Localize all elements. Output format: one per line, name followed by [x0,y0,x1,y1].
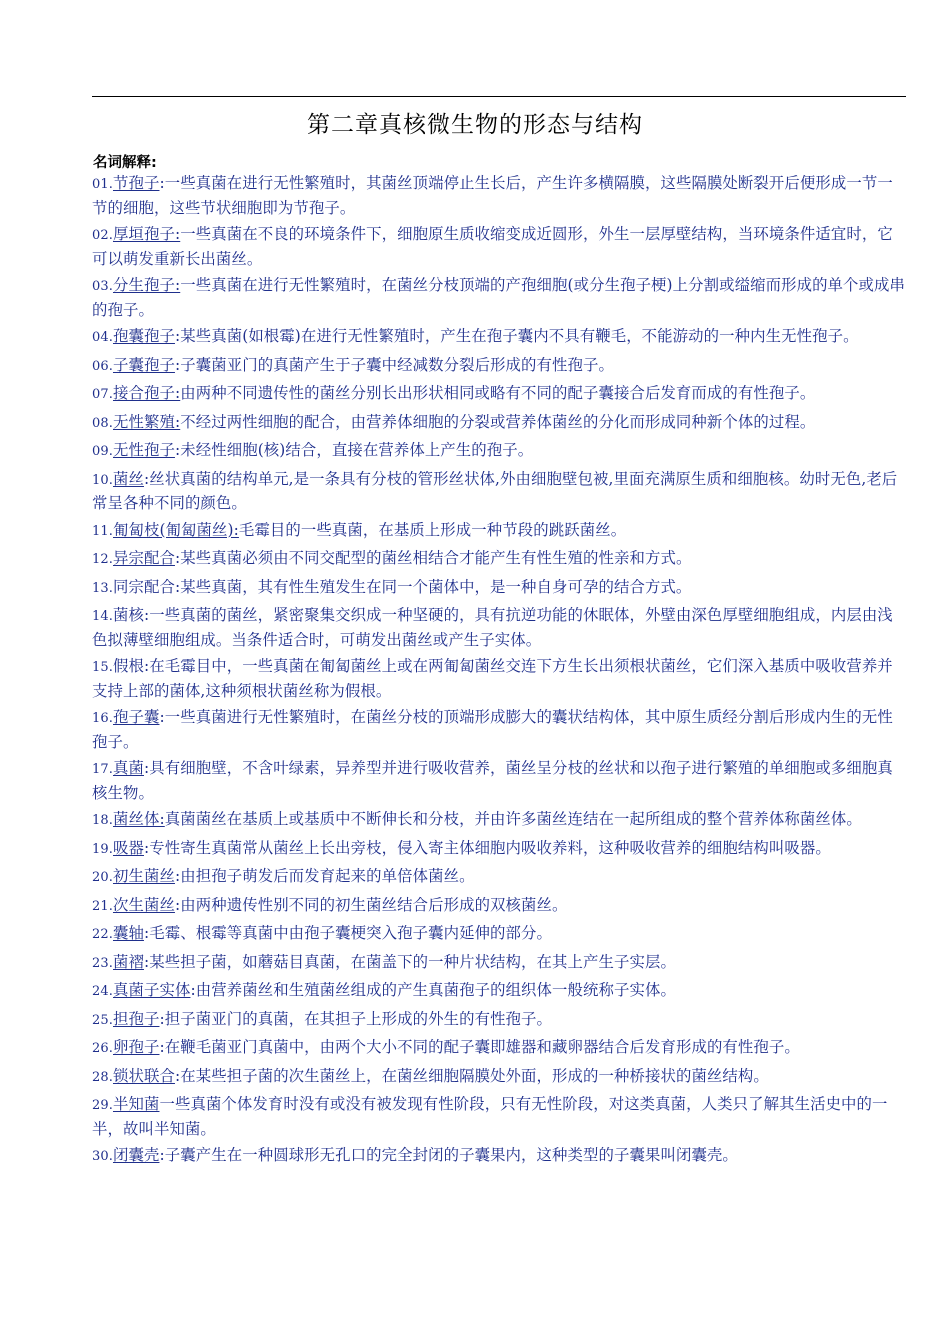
entry-term: 孢囊孢子 [112,327,175,345]
section-label: 名词解释: [93,155,157,171]
entry-number: 21. [92,898,113,914]
entry-term: 锁状联合 [112,1066,175,1085]
entry-definition: 假根:在毛霉目中，一些真菌在匍匐菌丝上或在两匍匐菌丝交连下方生长出须根状菌丝，它们深入基质中吸收营养并支持上部的菌体,这种须根状菌丝称为假根。 [92,657,893,700]
entry-term: 无性孢子 [112,441,175,459]
entry-definition: 真菌菌丝在基质上或基质中不断伸长和分枝，并由许多菌丝连结在一起所组成的整个营养体称菌丝体。 [164,810,862,828]
glossary-entry [92,519,908,544]
glossary-entry [92,604,908,651]
entry-separator: : [159,1009,165,1028]
entry-number: 18. [92,813,113,828]
entry-separator: : [174,1066,181,1085]
entry-definition: 某些真菌必须由不同交配型的菌丝相结合才能产生有性生殖的性亲和方式。 [180,549,692,567]
entry-definition: 菌核:一些真菌的菌丝，紧密聚集交织成一种坚硬的，具有抗逆功能的休眠体，外壁由深色厚壁细胞组成，内层由浅色拟薄壁细胞组成。当条件适合时，可萌发出菌丝或产生子实体。 [92,606,893,649]
entry-number: 25. [92,1012,113,1028]
entry-definition: 专性寄生真菌常从菌丝上长出旁枝，侵入寄主体细胞内吸收养料，这种吸收营养的细胞结构叫吸器。 [149,838,831,857]
glossary-entry [92,547,908,572]
glossary-entry [92,382,908,407]
entry-separator: : [174,895,181,914]
entry-number: 13. [92,580,113,596]
entry-number: 01. [92,177,113,192]
glossary-entry [92,172,908,219]
entry-term: 菌褶 [112,952,144,971]
entry-term: 半知菌 [112,1095,160,1113]
entry-term: 异宗配合 [112,549,175,567]
entry-number: 20. [92,870,113,885]
entry-definition: 在鞭毛菌亚门真菌中，由两个大小不同的配子囊即雄器和藏卵器结合后发育形成的有性孢子。 [164,1038,800,1056]
entry-separator: : [159,708,165,726]
glossary-entry [92,951,908,976]
entry-number: 03. [92,279,113,294]
entry-term: 孢子囊 [112,708,160,726]
entry-definition: 由两种遗传性别不同的初生菌丝结合后形成的双核菌丝。 [180,895,568,914]
glossary-entry [92,979,908,1004]
entry-definition: 不经过两性细胞的配合，由营养体细胞的分裂或营养体菌丝的分化而形成同种新个体的过程。 [180,412,816,431]
entry-definition: 同宗配合:某些真菌，其有性生殖发生在同一个菌体中，是一种自身可孕的结合方式。 [112,577,692,596]
entry-term: 囊轴 [112,924,144,942]
entry-number: 23. [92,955,113,971]
glossary-entry [92,576,908,601]
entry-definition: 某些真菌(如根霉)在进行无性繁殖时，产生在孢子囊内不具有鞭毛，不能游动的一种内生无性孢子。 [180,327,859,345]
entry-term: 无性繁殖: [112,412,181,431]
entry-number: 22. [92,927,113,942]
entry-definition: 丝状真菌的结构单元,是一条具有分枝的管形丝状体,外由细胞壁包被,里面充满原生质和细胞核。幼时无色,老后常呈各种不同的颜色。 [92,469,898,512]
entry-number: 29. [92,1098,113,1113]
entry-number: 06. [92,358,113,374]
entry-definition: 一些真菌进行无性繁殖时，在菌丝分枝的顶端形成膨大的囊状结构体，其中原生质经分割后形成内生的无性孢子。 [92,708,893,751]
glossary-entry [92,1144,908,1169]
entry-term: 担孢子 [112,1009,160,1028]
entry-number: 07. [92,387,113,402]
entry-definition: 由两种不同遗传性的菌丝分别长出形状相同或略有不同的配子囊接合后发育而成的有性孢子。 [180,384,816,402]
entry-separator: : [159,1038,165,1056]
entry-separator: : [143,469,150,488]
entry-number: 08. [92,415,113,431]
entry-definition: 一些真菌在进行无性繁殖时，在菌丝分枝顶端的产孢细胞(或分生孢子梗)上分割或缢缩而形成的单个或成串的孢子。 [92,276,906,319]
entry-number: 28. [92,1069,113,1085]
glossary-entry [92,1008,908,1033]
glossary-entry [92,894,908,919]
entry-definition: 某些担子菌，如蘑菇目真菌，在菌盖下的一种片状结构，在其上产生子实层。 [149,952,676,971]
entry-number: 04. [92,330,113,345]
entry-separator: : [174,867,181,885]
glossary-entry [92,223,908,270]
glossary-entry [92,706,908,753]
glossary-entry [92,1065,908,1090]
glossary-entry [92,468,908,515]
entry-separator: : [174,549,181,567]
entry-term: 菌丝体: [112,810,165,828]
entry-term: 真菌子实体 [112,981,191,999]
entry-number: 02. [92,228,113,243]
entry-term: 吸器 [112,838,144,857]
entry-separator: : [174,441,181,459]
entry-number: 30. [92,1149,113,1164]
entry-number: 17. [92,762,113,777]
glossary-entry [92,274,908,321]
entry-definition: 子囊产生在一种圆球形无孔口的完全封闭的子囊果内，这种类型的子囊果叫闭囊壳。 [164,1146,738,1164]
entry-number: 19. [92,841,113,857]
entry-separator: : [143,952,150,971]
glossary-entry [92,1093,908,1140]
entry-term: 节孢子 [112,174,160,192]
glossary-entry [92,655,908,702]
entry-number: 24. [92,984,113,999]
page-title: 第二章真核微生物的形态与结构 [307,112,643,138]
entry-number: 12. [92,552,113,567]
entry-term: 次生菌丝 [112,895,175,914]
entry-definition: 在某些担子菌的次生菌丝上，在菌丝细胞隔膜处外面，形成的一种桥接状的菌丝结构。 [180,1066,769,1085]
entry-definition: 具有细胞壁，不含叶绿素，异养型并进行吸收营养，菌丝呈分枝的丝状和以孢子进行繁殖的单细胞或多细胞真核生物。 [92,759,893,802]
glossary-entry [92,354,908,379]
entry-separator: : [143,924,150,942]
entry-definition: 一些真菌在不良的环境条件下，细胞原生质收缩变成近圆形，外生一层厚壁结构，当环境条件适宜时，它可以萌发重新长出菌丝。 [92,225,893,268]
entry-number: 09. [92,444,113,459]
glossary-entry [92,439,908,464]
entry-number: 26. [92,1041,113,1056]
entry-term: 初生菌丝 [112,867,175,885]
entry-definition: 一些真菌在进行无性繁殖时，其菌丝顶端停止生长后，产生许多横隔膜，这些隔膜处断裂开后便形成一节一节的细胞，这些节状细胞即为节孢子。 [92,174,893,217]
glossary-entry [92,808,908,833]
header-rule [92,96,906,97]
entry-separator: : [174,327,181,345]
glossary-entry [92,325,908,350]
entry-term: 接合孢子: [112,384,181,402]
glossary-entry [92,922,908,947]
entry-number: 10. [92,472,113,488]
entry-definition: 一些真菌个体发育时没有或没有被发现有性阶段，只有无性阶段，对这类真菌，人类只了解其生活史中的一半，故叫半知菌。 [92,1095,888,1138]
entry-definition: 毛霉目的一些真菌，在基质上形成一种节段的跳跃菌丝。 [238,520,627,539]
entry-separator: : [159,174,165,192]
entry-separator: : [190,981,196,999]
entry-definition: 由营养菌丝和生殖菌丝组成的产生真菌孢子的组织体一般统称子实体。 [195,981,676,999]
entry-number: 16. [92,711,113,726]
glossary-entry [92,1036,908,1061]
entry-definition: 未经性细胞(核)结合，直接在营养体上产生的孢子。 [180,441,534,459]
entry-term: 匍匐枝(匍匐菌丝): [112,520,239,539]
entry-term: 分生孢子: [112,276,181,294]
entry-term: 卵孢子 [112,1038,160,1056]
entry-definition: 毛霉、根霉等真菌中由孢子囊梗突入孢子囊内延伸的部分。 [149,924,553,942]
entry-term: 真菌 [112,759,144,777]
entry-term: 子囊孢子 [112,355,175,374]
entry-number: 14. [92,609,113,624]
entry-definition: 担子菌亚门的真菌，在其担子上形成的外生的有性孢子。 [164,1009,553,1028]
entry-term: 厚垣孢子: [112,225,181,243]
glossary-list [92,172,908,1173]
glossary-entry [92,757,908,804]
glossary-entry [92,837,908,862]
entry-separator: : [143,838,150,857]
entry-number: 11. [92,523,113,539]
entry-separator: : [174,355,181,374]
entry-number: 15. [92,660,113,675]
entry-definition: 由担孢子萌发后而发育起来的单倍体菌丝。 [180,867,475,885]
entry-separator: : [143,759,150,777]
entry-term: 闭囊壳 [112,1146,160,1164]
glossary-entry [92,411,908,436]
entry-term: 菌丝 [112,469,144,488]
entry-separator: : [159,1146,165,1164]
glossary-entry [92,865,908,890]
entry-definition: 子囊菌亚门的真菌产生于子囊中经减数分裂后形成的有性孢子。 [180,355,614,374]
